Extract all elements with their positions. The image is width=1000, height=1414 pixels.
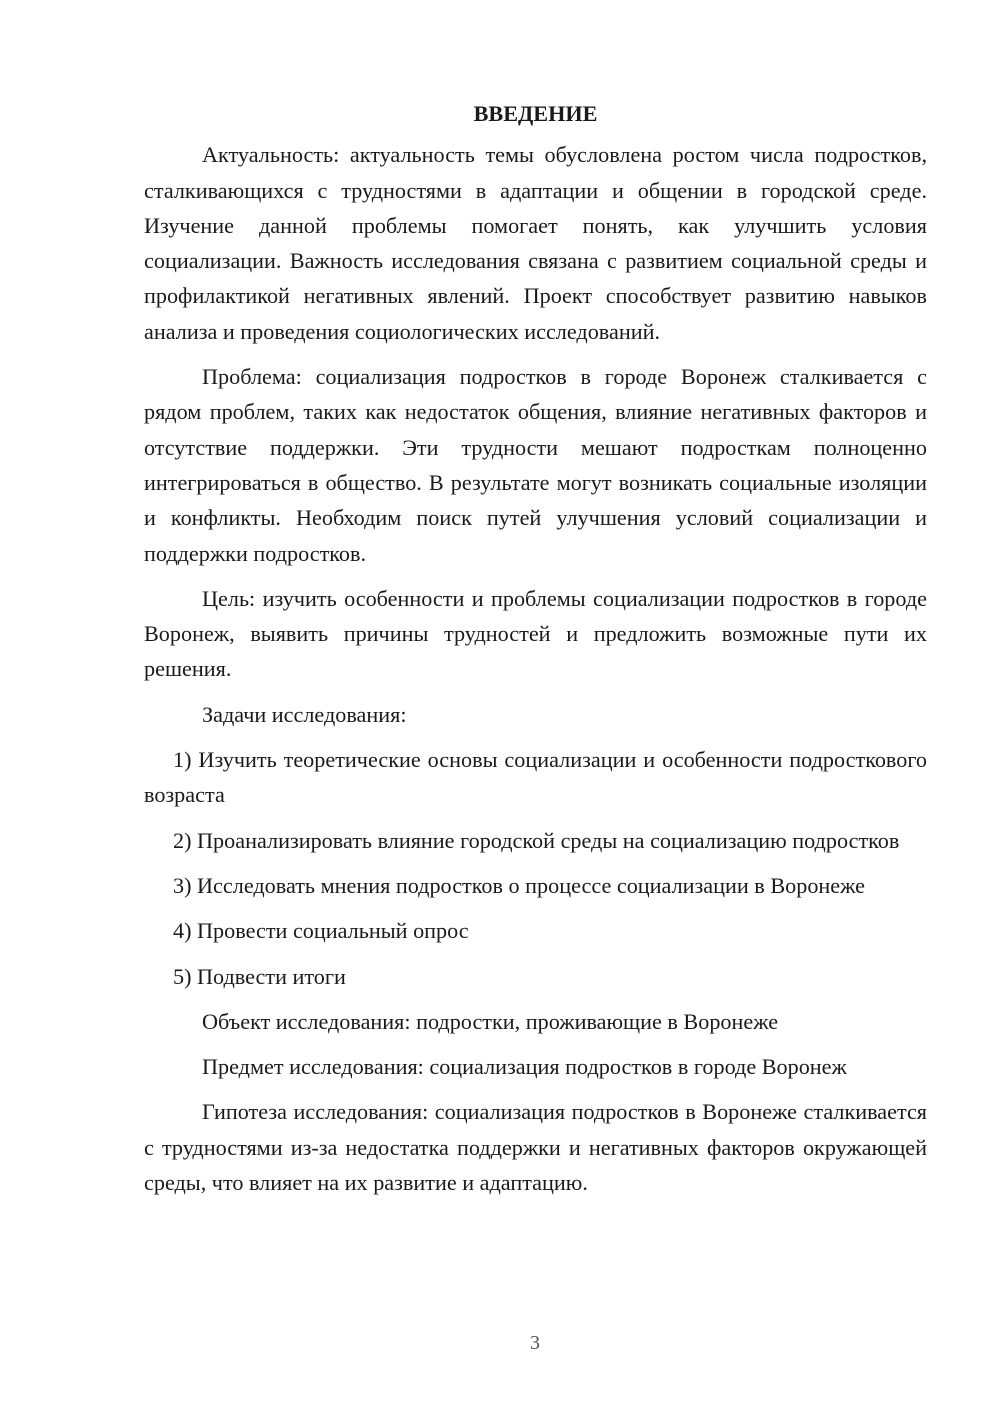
hypothesis-paragraph: Гипотеза исследования: социализация подростков в Воронеже сталкивается с трудностями из-за недостатка поддержки и негативных факторов окружающей среды, что влияет на их развитие и адаптацию. — [144, 1099, 927, 1196]
goal-paragraph: Цель: изучить особенности и проблемы социализации подростков в городе Воронеж, выявить причины трудностей и предложить возможные пути их решения. — [144, 585, 927, 682]
problem-paragraph: Проблема: социализация подростков в городе Воронеж сталкивается с рядом проблем, таких как недостаток общения, влияние негативных факторов и отсутствие поддержки. Эти трудности мешают подросткам полноценно интегрироваться в общество. В результате могут возникать социальные изоляции и конфликты. Необходим поиск путей улучшения условий социализации и поддержки подростков. — [144, 364, 927, 566]
task-item: 4) Провести социальный опрос — [173, 918, 469, 944]
relevance-paragraph: Актуальность: актуальность темы обусловлена ростом числа подростков, сталкивающихся с трудностями в адаптации и общении в городской среде. Изучение данной проблемы помогает понять, как улучшить условия социализации. Важность исследования связана с развитием социальной среды и профилактикой негативных явлений. Проект способствует развитию навыков анализа и проведения социологических исследований. — [144, 142, 927, 344]
document-page — [144, 96, 927, 1210]
task-item: 3) Исследовать мнения подростков о процессе социализации в Воронеже — [173, 872, 866, 898]
page-number: 3 — [530, 1332, 540, 1354]
subject-paragraph: Предмет исследования: социализация подростков в городе Воронеж — [202, 1054, 847, 1080]
task-item: 5) Подвести итоги — [173, 963, 346, 989]
tasks-heading: Задачи исследования: — [202, 701, 407, 727]
task-item: 1) Изучить теоретические основы социализации и особенности подросткового возраста — [144, 747, 927, 808]
task-item: 2) Проанализировать влияние городской среды на социализацию подростков — [173, 827, 900, 853]
page-title: ВВЕДЕНИЕ — [473, 101, 598, 126]
object-paragraph: Объект исследования: подростки, проживающие в Воронеже — [202, 1008, 779, 1034]
